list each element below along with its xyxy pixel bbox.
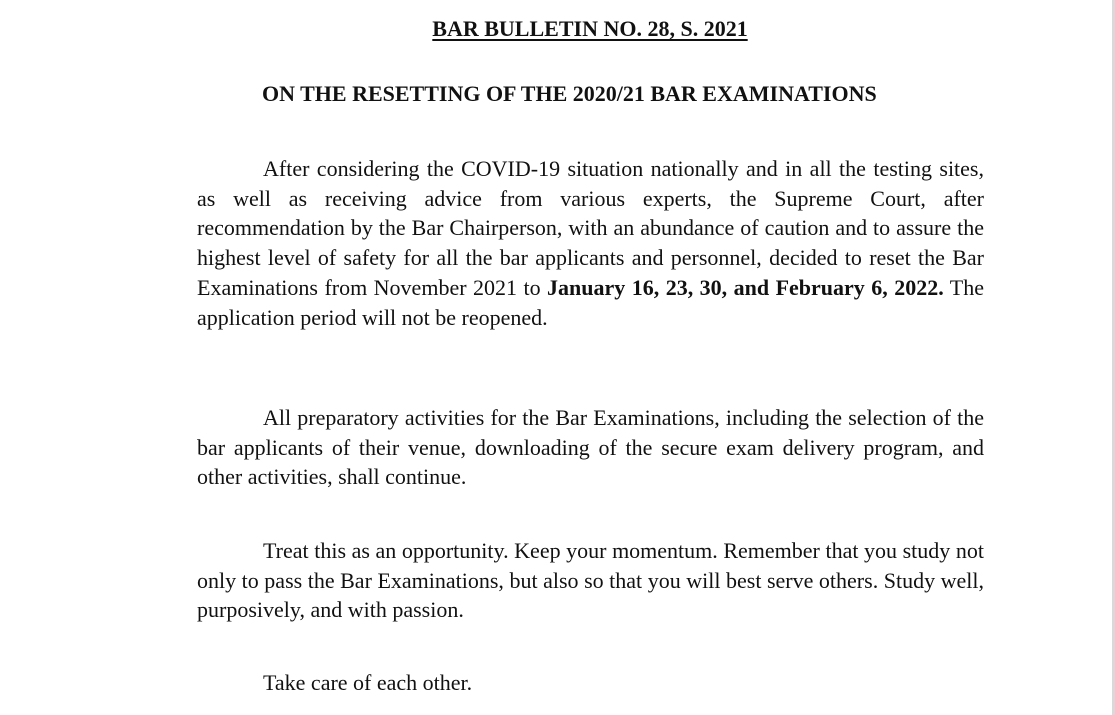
paragraph-reset-announcement [197, 154, 984, 332]
paragraph-encouragement: Treat this as an opportunity. Keep your momentum. Remember that you study not only to pass the Bar Examinations, but also so that you will best serve others. Study well, purposively, and with passion. [197, 538, 984, 623]
bulletin-title: ON THE RESETTING OF THE 2020/21 BAR EXAMINATIONS [262, 81, 877, 106]
bulletin-number: BAR BULLETIN NO. 28, S. 2021 [432, 16, 748, 41]
paragraph-1-text: After considering the COVID-19 situation nationally and in all the testing sites, as well as receiving advice from various experts, the Supreme Court, after recommendation by the Bar Chairperson, with an abundance of caution and to assure the highest level of safety for all the bar applicants and personnel, decided to reset the Bar Examinations from November 2021 to [197, 156, 984, 300]
exam-dates: January 16, 23, 30, and February 6, 2022. [547, 274, 944, 300]
paragraph-1-closing: The application period will not be reopened. [197, 274, 984, 330]
paragraph-closing: Take care of each other. [263, 670, 473, 695]
paragraph-preparatory-activities: All preparatory activities for the Bar Examinations, including the selection of the bar applicants of their venue, downloading of the secure exam delivery program, and other activities, shall continue. [197, 405, 984, 490]
